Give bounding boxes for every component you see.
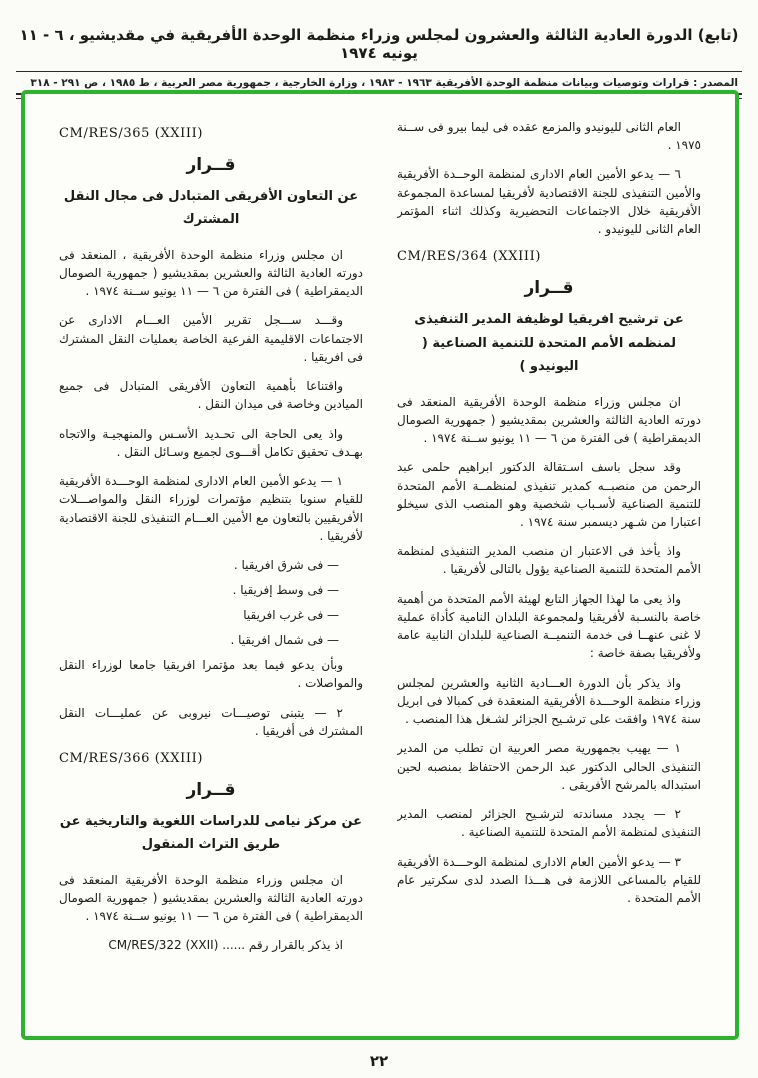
resolution-subject: عن مركز نيامى للدراسات اللغوية والتاريخية عن طريق التراث المنقول bbox=[59, 814, 363, 853]
paragraph: ٢ — يتبنى توصيـــات نيروبى عن عمليـــات النقل المشترك فى أفريقيا . bbox=[59, 705, 363, 738]
paragraph: ان مجلس وزراء منظمة الوحدة الأفريقية المنعقد فى دورته العادية الثالثة والعشرين بمقديشيو ( جمهورية الصومال الديمقراطية ) فى الفترة من ٦ — ١١ يونيو ســنة ١٩٧٤ . bbox=[397, 394, 701, 446]
paragraph: اذ يذكر بالقرار رقم ...... CM/RES/322 (XXII) bbox=[108, 938, 343, 953]
resolution-heading: قــرار bbox=[186, 155, 236, 175]
header-title: (تابع) الدورة العادية الثالثة والعشرون لمجلس وزراء منظمة الوحدة الأفريقية في مقديشيو ، ٦ - ١١ يونيه ١٩٧٤ bbox=[19, 26, 739, 62]
paragraph: ١ — يدعو الأمين العام الادارى لمنظمة الوحـــدة الأفريقية للقيام سنويا بتنظيم مؤتمرات لوزراء النقل والمواصـــلات الأفريقيين بالتعاون مع الأمين العـــام التنفيذى للجنة الاقتصادية لأفريقيا . bbox=[59, 474, 363, 543]
resolution-subject: عن التعاون الأفريقى المتبادل فى مجال النقل المشترك bbox=[63, 189, 359, 228]
resolution-code: CM/RES/366 (XXIII) bbox=[59, 751, 204, 766]
paragraph: واذ يأخذ فى الاعتبار ان منصب المدير التنفيذى لمنظمة الأمم المتحدة للتنمية الصناعية يؤول بالتالى لأفريقيا . bbox=[397, 544, 701, 577]
paragraph: واذ يذكر بأن الدورة العـــادية الثانية والعشرين لمجلس وزراء منظمة الوحـــدة الأفريقية المنعقدة فى كمبالا فى ابريل سنة ١٩٧٤ وافقت على ترشـيح الجزائر لشـغل هذا المنصب . bbox=[397, 675, 701, 727]
resolution-code: CM/RES/364 (XXIII) bbox=[397, 249, 542, 265]
source-line: المصدر : قرارات وتوصيات وبيانات منظمة الوحدة الأفريقية ١٩٦٣ - ١٩٨٣ ، وزارة الخارجية ، جمهورية مصر العربية ، ط ١٩٨٥ ، ص ٢٩١ - ٣١٨ bbox=[30, 77, 738, 89]
list-item: — فى غرب افريقيا bbox=[243, 608, 339, 623]
page-number: ٢٢ bbox=[369, 1052, 389, 1070]
green-frame bbox=[21, 90, 739, 1040]
paragraph: واقتناعا بأهمية التعاون الأفريقى المتبادل فى جميع الميادين وخاصة فى ميدان النقل . bbox=[59, 379, 363, 412]
paragraph: ٦ — يدعو الأمين العام الادارى لمنظمة الوحــدة الأفريقية والأمين التنفيذى للجنة الاقتصادية لأفريقيا لمساعدة المجموعة الأفريقية خلال الاجتماعات التحضيرية وكذلك اثناء المؤتمر العام الثانى لليونيدو . bbox=[397, 167, 701, 237]
list-item: — فى شرق افريقيا . bbox=[233, 558, 339, 573]
paragraph: واذ يعى ما لهذا الجهاز التابع لهيئة الأمم المتحدة من أهمية خاصة بالنسـبة لأفريقيا ولمجموعة البلدان النامية كأداة عملية لا غنى عنهــا فى خدمة التنميــة الصناعية للبلدان النابية عامة ولأفريقيا بصفة خاصة : bbox=[397, 591, 701, 661]
resolution-heading: قــرار bbox=[186, 780, 236, 800]
paragraph: ٣ — يدعو الأمين العام الادارى لمنظمة الوحـــدة الأفريقية للقيام بالمساعى اللازمة فى هـــذا الصدد لدى سكرتير عام الأمم المتحدة . bbox=[397, 854, 701, 905]
paragraph: ١ — يهيب بجمهورية مصر العربية ان تطلب من المدير التنفيذى الحالى الدكتور عبد الرحمن الاحتفاظ بمنصبه لحين استبداله بالمرشح الأفريقى . bbox=[397, 741, 701, 792]
paragraph: واذ يعى الحاجة الى تحـديد الأسـس والمنهجيـة والاتجاه بهـدف تحقيق تكامل أقـــوى لجميع وسـائل النقل . bbox=[59, 426, 363, 459]
column-right bbox=[397, 118, 701, 1018]
resolution-subject: عن ترشيح افريقيا لوظيفة المدير التنفيذى لمنظمه الأمم المتحدة للتنمية الصناعية ( اليونيدو ) bbox=[414, 312, 684, 375]
paragraph: العام الثانى لليونيدو والمزمع عقده فى ليما بيرو فى ســنة ١٩٧٥ . bbox=[397, 120, 701, 153]
resolution-code: CM/RES/365 (XXIII) bbox=[59, 126, 204, 141]
paragraph: ان مجلس وزراء منظمة الوحدة الأفريقية ، المنعقد فى دورته العادية الثالثة والعشرين بمقديشيو ( جمهورية الصومال الديمقراطية ) فى الفترة من ٦ — ١١ يونيو ســنة ١٩٧٤ . bbox=[59, 247, 363, 299]
list-item: — فى وسط إفريقيا . bbox=[232, 583, 339, 598]
column-left bbox=[59, 118, 363, 1018]
paragraph: ان مجلس وزراء منظمة الوحدة الأفريقية المنعقد فى دورته العادية الثالثة والعشرين بمقديشيو ( جمهورية الصومال الديمقراطية ) فى الفترة من ٦ — ١١ يونيو ســنة ١٩٧٤ . bbox=[59, 872, 363, 924]
paragraph: وقد سجل باسف اسـتقالة الدكتور ابراهيم حلمى عبد الرحمن من منصبــه كمدير تنفيذى لمنظمــة الأمم المتحدة للتنمية الصناعية لأسـباب شخصية وهو المنصب الذى سيخلو اعتبارا من شـهر ديسمبر سنة ١٩٧٤ . bbox=[397, 460, 701, 529]
page-header bbox=[0, 0, 758, 62]
paragraph: وقـــد ســـجل تقرير الأمين العـــام الادارى عن الاجتماعات الاقليمية الفرعية الخاصة بعمليات النقل المشترك فى افريقيا . bbox=[59, 313, 363, 364]
header-divider bbox=[16, 71, 742, 72]
paragraph: وبأن يدعو فيما بعد مؤتمرا افريقيا جامعا لوزراء النقل والمواصلات . bbox=[59, 658, 363, 691]
resolution-heading: قــرار bbox=[524, 278, 574, 299]
list-item: — فى شمال افريقيا . bbox=[230, 633, 339, 648]
paragraph: ٢ — يجدد مساندته لترشـيح الجزائر لمنصب المدير التنفيذى لمنظمة الأمم المتحدة للتنمية الصناعية . bbox=[397, 807, 701, 840]
two-column-layout bbox=[25, 94, 735, 1036]
